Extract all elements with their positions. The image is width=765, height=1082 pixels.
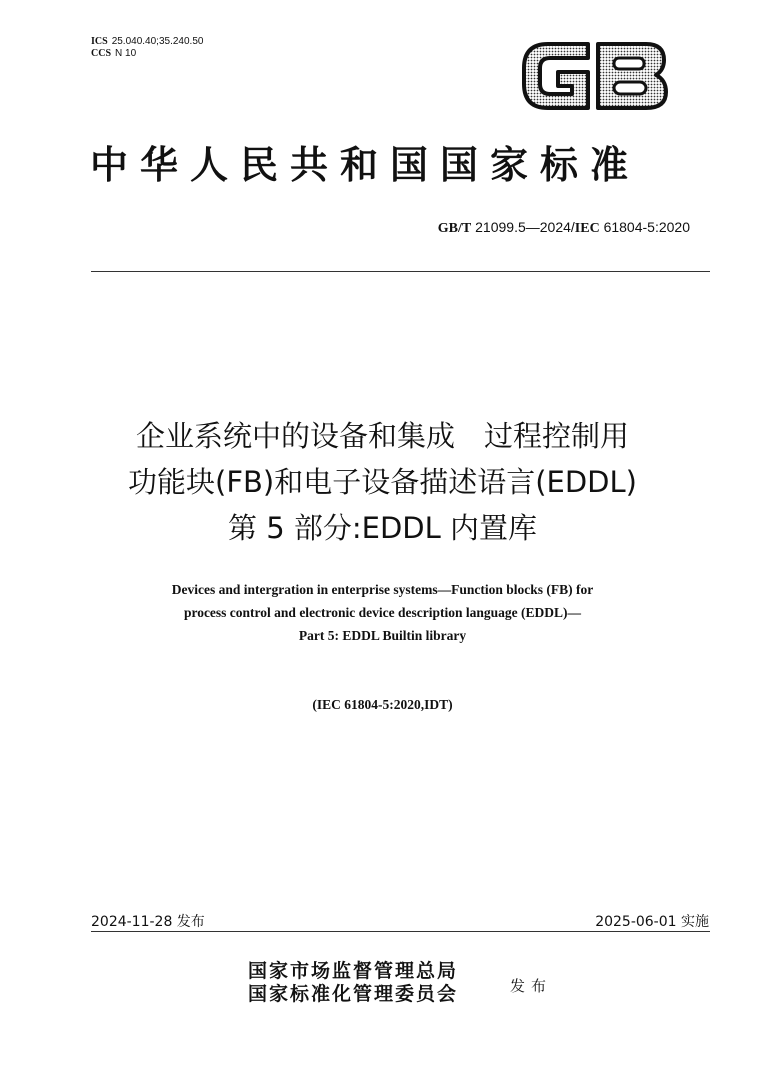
issuer-sac: 国家标准化管理委员会: [248, 983, 459, 1005]
ics-value: 25.040.40;35.240.50: [111, 36, 204, 47]
ics-label: ICS: [91, 36, 108, 47]
bottom-divider: [91, 931, 710, 932]
standard-number: [438, 219, 690, 237]
ics-code: [91, 36, 203, 48]
gb-logo: [518, 38, 670, 114]
implementation-date: 2025-06-01 实施: [595, 914, 709, 930]
gb-logo-graphic: [518, 38, 670, 114]
adoption-statement: (IEC 61804-5:2020,IDT): [312, 697, 453, 712]
issuer-samr: 国家市场监督管理总局: [248, 960, 459, 982]
chinese-title-line-3: 第 5 部分:EDDL 内置库: [227, 511, 538, 545]
chinese-title-line-1: 企业系统中的设备和集成 过程控制用: [135, 419, 629, 453]
ccs-code: [91, 48, 203, 60]
issue-date: 2024-11-28 发布: [91, 914, 205, 930]
english-title-line-2: process control and electronic device description language (EDDL)—: [183, 605, 582, 620]
chinese-title-line-2: 功能块(FB)和电子设备描述语言(EDDL): [128, 465, 637, 499]
ccs-value: N 10: [115, 48, 137, 59]
national-standard-title: 中华人民共和国国家标准: [90, 142, 641, 187]
iec-number: 61804-5:2020: [603, 219, 690, 235]
top-divider: [91, 271, 710, 272]
classification-codes: [91, 36, 203, 60]
standard-prefix: GB/T: [437, 221, 472, 236]
chinese-title: [40, 413, 725, 551]
english-title: [60, 578, 705, 647]
english-title-line-3: Part 5: EDDL Builtin library: [298, 628, 467, 643]
english-title-line-1: Devices and intergration in enterprise systems—Function blocks (FB) for: [171, 582, 594, 597]
issuing-authorities: [248, 960, 458, 1006]
ccs-label: CCS: [91, 48, 112, 59]
publish-label: 发布: [510, 977, 553, 995]
standard-main-number: 21099.5—2024/: [475, 219, 575, 235]
iec-prefix: IEC: [574, 221, 600, 236]
